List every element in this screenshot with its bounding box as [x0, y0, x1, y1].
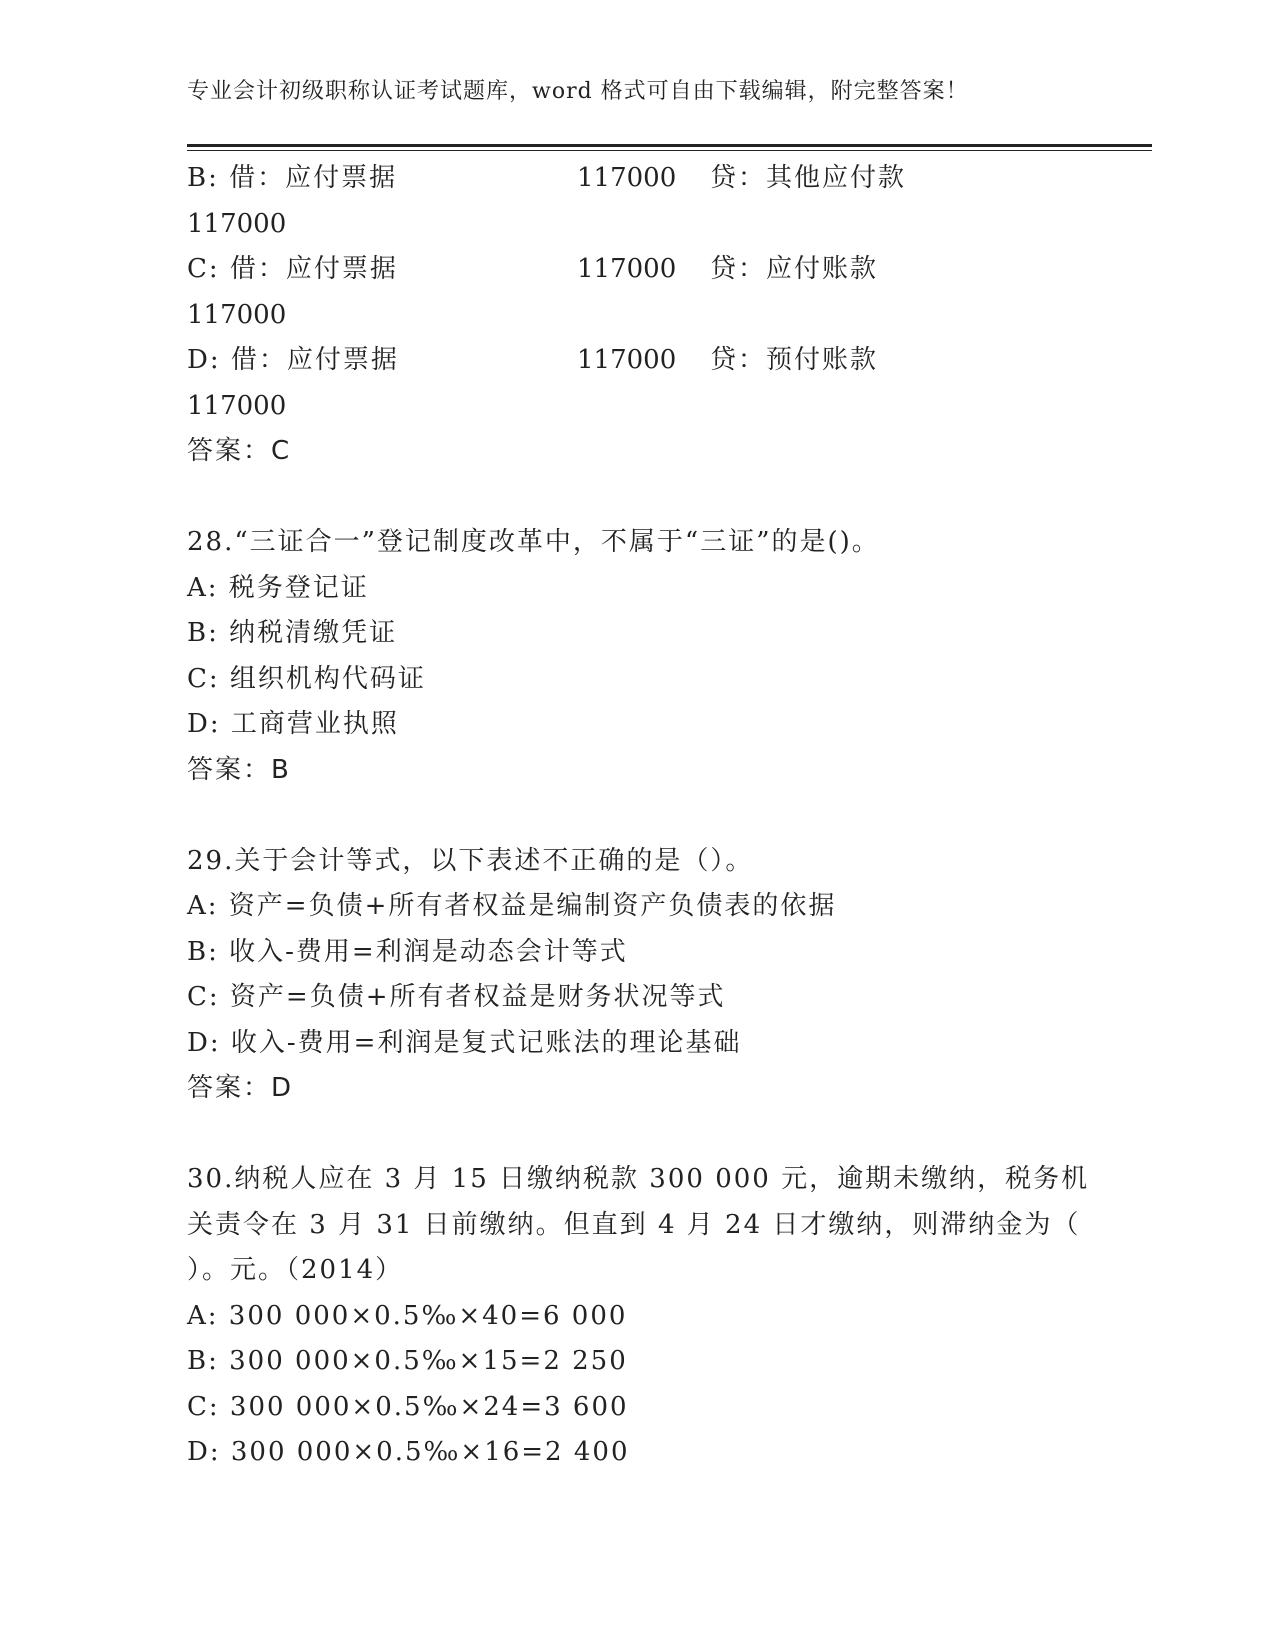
spacer	[187, 475, 1077, 521]
q28-option-b: B: 纳税清缴凭证	[187, 618, 398, 648]
q27-option-b	[187, 156, 1077, 202]
debit-entry: 借：应付票据	[229, 254, 398, 284]
header-divider	[187, 144, 1152, 150]
q30-option-c: C: 300 000×0.5‰×24=3 600	[187, 1391, 629, 1422]
q29-option-c: C: 资产=负债+所有者权益是财务状况等式	[187, 982, 726, 1012]
debit-entry: 借：应付票据	[230, 345, 399, 375]
q30-stem-line-2: 关责令在 3 月 31 日前缴纳。但直到 4 月 24 日才缴纳，则滞纳金为（	[187, 1209, 1081, 1240]
credit-amount: 117000	[187, 208, 287, 239]
q28-option-c: C: 组织机构代码证	[187, 663, 426, 694]
q27-answer: 答案：C	[187, 436, 292, 466]
debit-amount: 117000	[577, 254, 677, 284]
q28-stem: 28.“三证合一”登记制度改革中，不属于“三证”的是()。	[187, 527, 880, 557]
page-header: 专业会计初级职称认证考试题库，word 格式可自由下载编辑，附完整答案！	[187, 79, 969, 104]
option-label: D:	[187, 345, 221, 375]
option-label: C:	[187, 254, 220, 284]
q29-option-b: B: 收入-费用=利润是动态会计等式	[187, 936, 628, 967]
q28-option-a: A: 税务登记证	[187, 572, 369, 603]
q29-stem: 29.关于会计等式，以下表述不正确的是（）。	[187, 845, 754, 876]
spacer	[187, 1112, 1077, 1158]
credit-amount: 117000	[187, 390, 287, 421]
credit-entry: 贷：其他应付款	[710, 163, 907, 193]
debit-amount: 117000	[577, 345, 677, 375]
option-label: B:	[187, 163, 219, 193]
q30-option-b: B: 300 000×0.5‰×15=2 250	[187, 1346, 628, 1376]
q29-option-d: D: 收入-费用=利润是复式记账法的理论基础	[187, 1027, 742, 1058]
debit-entry: 借：应付票据	[229, 163, 398, 193]
q30-option-d: D: 300 000×0.5‰×16=2 400	[187, 1437, 630, 1467]
q30-stem-line-1: 30.纳税人应在 3 月 15 日缴纳税款 300 000 元，逾期未缴纳，税务机	[187, 1164, 1090, 1194]
credit-entry: 贷：应付账款	[710, 254, 879, 284]
credit-amount: 117000	[187, 299, 287, 330]
q29-option-a: A: 资产=负债+所有者权益是编制资产负债表的依据	[187, 891, 837, 921]
spacer	[187, 793, 1077, 839]
debit-amount: 117000	[577, 163, 677, 193]
q28-option-d: D: 工商营业执照	[187, 709, 399, 739]
q27-option-d	[187, 338, 1077, 384]
q30-stem-line-3: ）。元。（2014）	[187, 1255, 404, 1285]
q30-option-a: A: 300 000×0.5‰×40=6 000	[187, 1300, 628, 1331]
credit-entry: 贷：预付账款	[710, 345, 879, 375]
q28-answer: 答案：B	[187, 754, 291, 785]
q29-answer: 答案：D	[187, 1073, 294, 1103]
question-content	[187, 156, 1090, 1476]
q27-option-c	[187, 247, 1077, 293]
